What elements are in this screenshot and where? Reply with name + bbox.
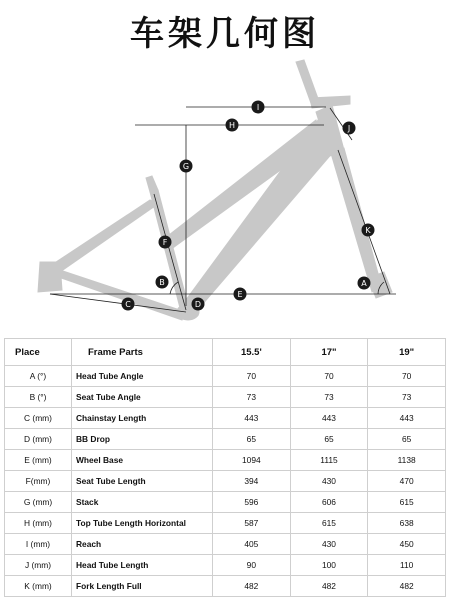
cell-part: Head Tube Length xyxy=(72,555,213,576)
cell-part: Chainstay Length xyxy=(72,408,213,429)
cell-place: K (mm) xyxy=(5,576,72,597)
marker-a xyxy=(358,277,371,290)
marker-b xyxy=(156,276,169,289)
cell-place: C (mm) xyxy=(5,408,72,429)
table-row xyxy=(5,471,446,492)
cell-value: 443 xyxy=(213,408,291,429)
marker-c-label: C xyxy=(125,300,131,309)
cell-place: B (°) xyxy=(5,387,72,408)
marker-k xyxy=(362,224,375,237)
table-row xyxy=(5,450,446,471)
cell-place: I (mm) xyxy=(5,534,72,555)
cell-value: 90 xyxy=(213,555,291,576)
cell-place: F(mm) xyxy=(5,471,72,492)
marker-g xyxy=(180,160,193,173)
marker-g-label: G xyxy=(182,162,190,171)
cell-part: Top Tube Length Horizontal xyxy=(72,513,213,534)
cell-value: 482 xyxy=(290,576,368,597)
cell-place: A (°) xyxy=(5,366,72,387)
marker-c xyxy=(122,298,135,311)
cell-value: 606 xyxy=(290,492,368,513)
marker-i xyxy=(252,101,265,114)
seat-stay xyxy=(50,200,158,272)
cell-value: 1094 xyxy=(213,450,291,471)
cell-value: 615 xyxy=(368,492,446,513)
marker-a-label: A xyxy=(361,279,367,288)
table-row xyxy=(5,513,446,534)
table-row xyxy=(5,366,446,387)
table-header-row xyxy=(5,339,446,366)
marker-f-label: F xyxy=(162,238,168,247)
cell-value: 110 xyxy=(368,555,446,576)
table-row xyxy=(5,576,446,597)
marker-j xyxy=(343,122,356,135)
header-size-15-5: 15.5' xyxy=(213,339,291,366)
cell-value: 100 xyxy=(290,555,368,576)
cell-part: Seat Tube Angle xyxy=(72,387,213,408)
marker-e-label: E xyxy=(237,290,243,299)
marker-h-label: H xyxy=(228,121,236,130)
rear-dropout xyxy=(38,262,62,292)
cell-value: 638 xyxy=(368,513,446,534)
cell-part: Wheel Base xyxy=(72,450,213,471)
marker-b-label: B xyxy=(159,278,165,287)
cell-value: 70 xyxy=(213,366,291,387)
cell-value: 443 xyxy=(290,408,368,429)
cell-value: 596 xyxy=(213,492,291,513)
cell-place: J (mm) xyxy=(5,555,72,576)
marker-i-label: I xyxy=(256,103,260,112)
cell-place: H (mm) xyxy=(5,513,72,534)
table-row xyxy=(5,555,446,576)
cell-value: 615 xyxy=(290,513,368,534)
cell-value: 70 xyxy=(290,366,368,387)
cell-part: Head Tube Angle xyxy=(72,366,213,387)
header-frame-parts: Frame Parts xyxy=(72,339,213,366)
cell-value: 430 xyxy=(290,471,368,492)
marker-d-label: D xyxy=(194,300,202,309)
marker-d xyxy=(192,298,205,311)
cell-value: 70 xyxy=(368,366,446,387)
cell-value: 482 xyxy=(368,576,446,597)
cell-value: 394 xyxy=(213,471,291,492)
cell-value: 73 xyxy=(213,387,291,408)
table-row xyxy=(5,534,446,555)
cell-value: 470 xyxy=(368,471,446,492)
cell-value: 430 xyxy=(290,534,368,555)
table-row xyxy=(5,429,446,450)
cell-part: Reach xyxy=(72,534,213,555)
handlebar xyxy=(310,96,350,108)
header-place: Place xyxy=(5,339,72,366)
cell-value: 450 xyxy=(368,534,446,555)
table-row xyxy=(5,408,446,429)
cell-part: Stack xyxy=(72,492,213,513)
cell-value: 443 xyxy=(368,408,446,429)
page-title: 车架几何图 xyxy=(130,14,320,54)
marker-f xyxy=(159,236,172,249)
cell-place: E (mm) xyxy=(5,450,72,471)
cell-value: 73 xyxy=(368,387,446,408)
cell-value: 587 xyxy=(213,513,291,534)
fork-line xyxy=(338,150,390,294)
cell-value: 65 xyxy=(368,429,446,450)
table-row xyxy=(5,387,446,408)
header-size-19: 19" xyxy=(368,339,446,366)
cell-value: 482 xyxy=(213,576,291,597)
cell-part: BB Drop xyxy=(72,429,213,450)
bike-frame xyxy=(38,60,392,320)
cell-value: 1138 xyxy=(368,450,446,471)
marker-k-label: K xyxy=(365,226,371,235)
table-row xyxy=(5,492,446,513)
cell-part: Seat Tube Length xyxy=(72,471,213,492)
cell-value: 65 xyxy=(213,429,291,450)
cell-value: 1115 xyxy=(290,450,368,471)
marker-j-label: J xyxy=(347,124,351,133)
cell-place: D (mm) xyxy=(5,429,72,450)
geometry-table xyxy=(4,338,446,597)
cell-value: 405 xyxy=(213,534,291,555)
cell-place: G (mm) xyxy=(5,492,72,513)
marker-h xyxy=(226,119,239,132)
fork xyxy=(330,148,382,292)
cell-value: 73 xyxy=(290,387,368,408)
header-size-17: 17" xyxy=(290,339,368,366)
seatpost-top xyxy=(146,176,158,192)
cell-part: Fork Length Full xyxy=(72,576,213,597)
marker-e xyxy=(234,288,247,301)
cell-value: 65 xyxy=(290,429,368,450)
